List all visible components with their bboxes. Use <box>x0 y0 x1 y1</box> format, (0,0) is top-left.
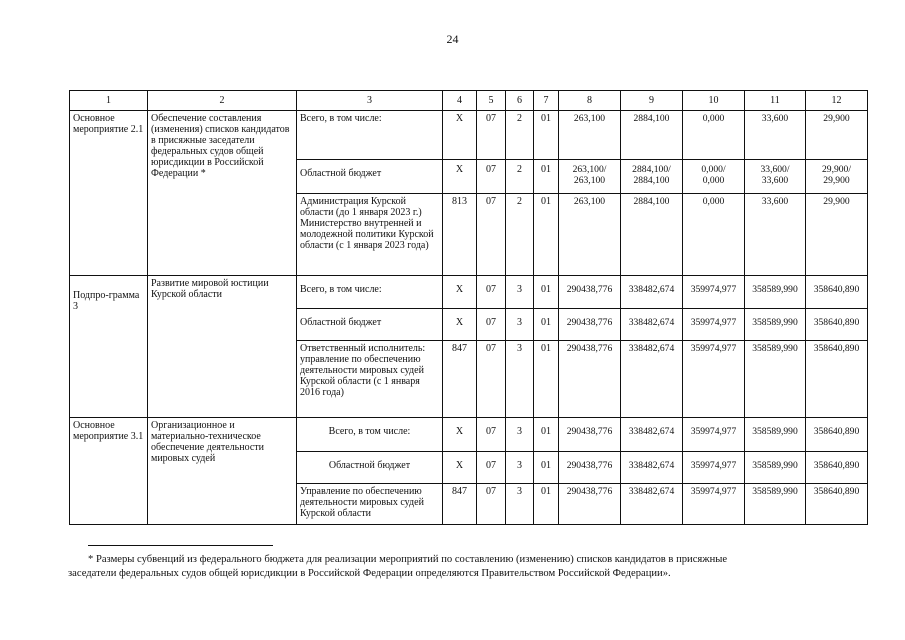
value-cell-c11: 358589,990 <box>745 484 806 525</box>
value-cell-c4: 847 <box>443 484 477 525</box>
value-cell-c7: 01 <box>534 276 559 309</box>
column-header: 6 <box>506 91 534 111</box>
value-cell-c12: 358640,890 <box>806 484 868 525</box>
value-cell-c11: 358589,990 <box>745 276 806 309</box>
value-cell-c4: 847 <box>443 341 477 418</box>
column-header: 10 <box>683 91 745 111</box>
value-cell-c12: 29,900 <box>806 194 868 276</box>
value-cell-c9: 2884,100 <box>621 194 683 276</box>
value-cell-c5: 07 <box>477 452 506 484</box>
value-cell-c6: 3 <box>506 309 534 341</box>
value-cell-c10: 0,000 <box>683 194 745 276</box>
funding-source-cell: Ответственный исполнитель: управление по обеспечению деятельности мировых судей Курской области (с 1 января 2016 года) <box>297 341 443 418</box>
split-value: 29,900 <box>823 175 850 186</box>
value-cell-c5: 07 <box>477 484 506 525</box>
column-header: 2 <box>148 91 297 111</box>
funding-source-cell: Администрация Курской области (до 1 января 2023 г.) Министерство внутренней и молодежной политики Курской области (с 1 января 2023 года) <box>297 194 443 276</box>
footnote-divider <box>88 545 273 546</box>
value-cell-c12 <box>806 160 868 194</box>
value-cell-c4: Х <box>443 276 477 309</box>
column-number-row <box>70 91 868 111</box>
value-cell-c7: 01 <box>534 418 559 452</box>
split-value: 29,900/ <box>821 164 852 175</box>
value-cell-c6: 3 <box>506 452 534 484</box>
value-cell-c4: Х <box>443 309 477 341</box>
split-value: 2884,100/ <box>632 164 671 175</box>
footnote-line-1: * Размеры субвенций из федерального бюджета для реализации мероприятий по составлению (изменению) списков кандидатов в присяжные <box>88 554 728 565</box>
group-label-cell: Основное мероприятие 3.1 <box>70 418 148 525</box>
table-header <box>70 91 868 111</box>
value-cell-c5: 07 <box>477 160 506 194</box>
column-header: 9 <box>621 91 683 111</box>
value-cell-c9: 338482,674 <box>621 418 683 452</box>
value-cell-c6: 3 <box>506 484 534 525</box>
value-cell-c11: 358589,990 <box>745 309 806 341</box>
value-cell-c11: 358589,990 <box>745 452 806 484</box>
value-cell-c10: 359974,977 <box>683 341 745 418</box>
value-cell-c4: 813 <box>443 194 477 276</box>
value-cell-c12: 358640,890 <box>806 309 868 341</box>
value-cell-c6: 3 <box>506 276 534 309</box>
value-cell-c10: 359974,977 <box>683 418 745 452</box>
value-cell-c6: 2 <box>506 111 534 160</box>
value-cell-c9: 338482,674 <box>621 452 683 484</box>
split-value: 263,100 <box>573 175 606 186</box>
value-cell-c9: 2884,100 <box>621 111 683 160</box>
value-cell-c10: 359974,977 <box>683 484 745 525</box>
value-cell-c4: Х <box>443 452 477 484</box>
funding-source-cell: Областной бюджет <box>297 160 443 194</box>
footnote <box>68 553 846 581</box>
table-row <box>70 418 868 452</box>
value-cell-c6: 3 <box>506 418 534 452</box>
value-cell-c8: 290438,776 <box>559 484 621 525</box>
value-cell-c7: 01 <box>534 341 559 418</box>
value-cell-c5: 07 <box>477 111 506 160</box>
value-cell-c8: 263,100 <box>559 194 621 276</box>
funding-source-cell: Всего, в том числе: <box>297 276 443 309</box>
value-cell-c5: 07 <box>477 418 506 452</box>
funding-source-cell: Всего, в том числе: <box>297 111 443 160</box>
funding-source-cell: Управление по обеспечению деятельности мировых судей Курской области <box>297 484 443 525</box>
value-cell-c5: 07 <box>477 194 506 276</box>
value-cell-c7: 01 <box>534 484 559 525</box>
split-value: 2884,100 <box>633 175 670 186</box>
column-header: 5 <box>477 91 506 111</box>
value-cell-c5: 07 <box>477 341 506 418</box>
value-cell-c6: 2 <box>506 194 534 276</box>
footnote-line-2: заседатели федеральных судов общей юрисдикции в Российской Федерации определяются Правительством Российской Федерации». <box>68 568 671 579</box>
value-cell-c12: 358640,890 <box>806 341 868 418</box>
value-cell-c8: 263,100 <box>559 111 621 160</box>
split-value: 33,600 <box>761 175 789 186</box>
page-number: 24 <box>446 32 459 46</box>
value-cell-c9: 338482,674 <box>621 276 683 309</box>
value-cell-c7: 01 <box>534 309 559 341</box>
column-header: 12 <box>806 91 868 111</box>
funding-source-cell: Областной бюджет <box>297 309 443 341</box>
value-cell-c7: 01 <box>534 452 559 484</box>
table-body <box>70 111 868 525</box>
value-cell-c12: 358640,890 <box>806 452 868 484</box>
group-name-cell: Развитие мировой юстиции Курской области <box>148 276 297 418</box>
value-cell-c9 <box>621 160 683 194</box>
value-cell-c12: 358640,890 <box>806 276 868 309</box>
split-value: 0,000 <box>702 175 725 186</box>
value-cell-c8: 290438,776 <box>559 452 621 484</box>
value-cell-c8: 290438,776 <box>559 341 621 418</box>
table-row <box>70 276 868 309</box>
value-cell-c5: 07 <box>477 309 506 341</box>
value-cell-c10: 0,000 <box>683 111 745 160</box>
value-cell-c9: 338482,674 <box>621 309 683 341</box>
table-row <box>70 111 868 160</box>
value-cell-c6: 2 <box>506 160 534 194</box>
value-cell-c4: Х <box>443 111 477 160</box>
split-value: 0,000/ <box>701 164 726 175</box>
value-cell-c11: 358589,990 <box>745 341 806 418</box>
value-cell-c10: 359974,977 <box>683 309 745 341</box>
value-cell-c4: Х <box>443 418 477 452</box>
value-cell-c11 <box>745 160 806 194</box>
value-cell-c6: 3 <box>506 341 534 418</box>
value-cell-c7: 01 <box>534 160 559 194</box>
value-cell-c11: 33,600 <box>745 194 806 276</box>
value-cell-c10: 359974,977 <box>683 276 745 309</box>
split-value: 263,100/ <box>572 164 607 175</box>
funding-source-cell: Областной бюджет <box>297 452 443 484</box>
value-cell-c10: 359974,977 <box>683 452 745 484</box>
split-value: 33,600/ <box>760 164 790 175</box>
value-cell-c11: 33,600 <box>745 111 806 160</box>
column-header: 4 <box>443 91 477 111</box>
value-cell-c7: 01 <box>534 194 559 276</box>
value-cell-c4: Х <box>443 160 477 194</box>
value-cell-c7: 01 <box>534 111 559 160</box>
value-cell-c8: 290438,776 <box>559 309 621 341</box>
group-name-cell: Обеспечение составления (изменения) списков кандидатов в присяжные заседатели федеральных судов общей юрисдикции в Российской Федерации * <box>148 111 297 276</box>
column-header: 11 <box>745 91 806 111</box>
budget-table <box>69 90 868 525</box>
group-label-cell: Основное мероприятие 2.1 <box>70 111 148 276</box>
group-name-cell: Организационное и материально-техническое обеспечение деятельности мировых судей <box>148 418 297 525</box>
value-cell-c12: 358640,890 <box>806 418 868 452</box>
value-cell-c10 <box>683 160 745 194</box>
value-cell-c8: 290438,776 <box>559 276 621 309</box>
group-label-cell: Подпро-грамма 3 <box>70 276 148 418</box>
value-cell-c8: 290438,776 <box>559 418 621 452</box>
column-header: 8 <box>559 91 621 111</box>
column-header: 1 <box>70 91 148 111</box>
value-cell-c12: 29,900 <box>806 111 868 160</box>
column-header: 7 <box>534 91 559 111</box>
column-header: 3 <box>297 91 443 111</box>
value-cell-c9: 338482,674 <box>621 484 683 525</box>
value-cell-c8 <box>559 160 621 194</box>
funding-source-cell: Всего, в том числе: <box>297 418 443 452</box>
value-cell-c9: 338482,674 <box>621 341 683 418</box>
value-cell-c11: 358589,990 <box>745 418 806 452</box>
value-cell-c5: 07 <box>477 276 506 309</box>
